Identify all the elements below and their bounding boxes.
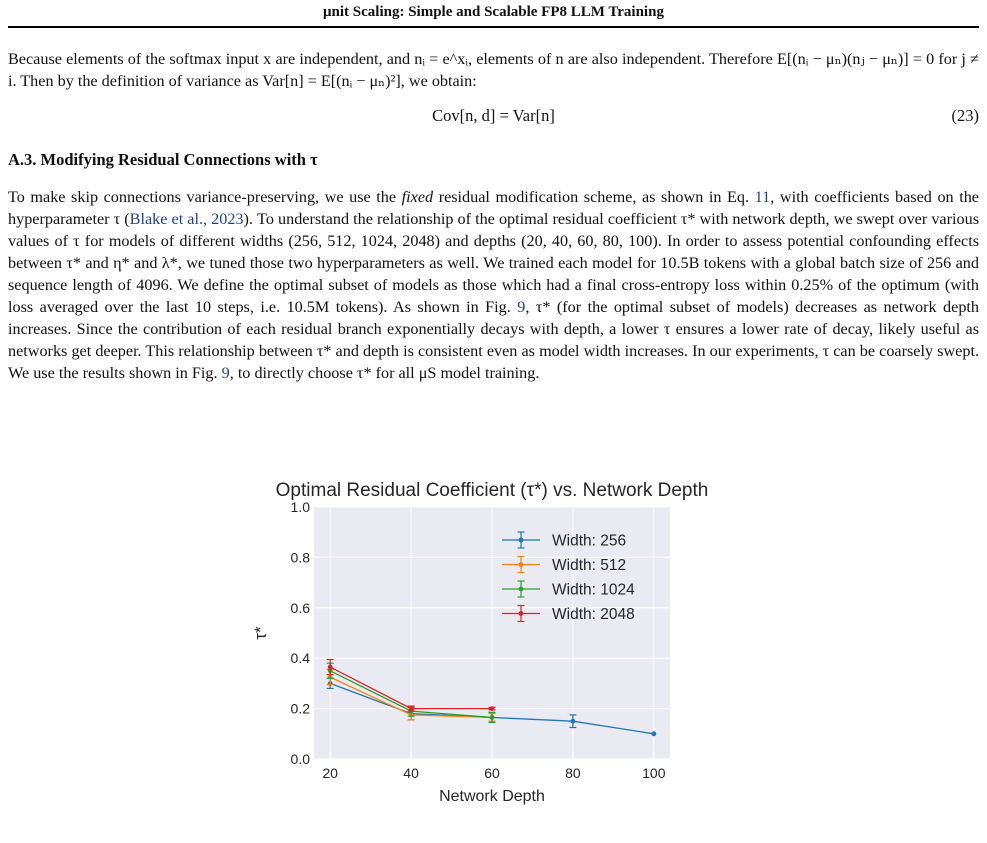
legend-marker (519, 611, 524, 616)
tau-vs-depth-chart (240, 470, 760, 810)
y-axis-label: τ* (251, 626, 270, 640)
x-tick-label: 40 (403, 765, 419, 781)
text-run: , to directly choose τ* for all μS model training. (229, 364, 540, 382)
data-point (490, 706, 495, 711)
data-point (409, 706, 414, 711)
text-run: , with coefficients based on the hyperparameter τ ( (8, 188, 979, 228)
section-heading: A.3. Modifying Residual Connections with τ (8, 150, 318, 169)
y-tick-label: 1.0 (290, 499, 310, 515)
chart-title: Optimal Residual Coefficient (τ*) vs. Network Depth (275, 480, 709, 501)
x-tick-label: 20 (322, 765, 338, 781)
x-axis-label: Network Depth (439, 788, 545, 805)
y-tick-label: 0.4 (290, 650, 310, 667)
legend-label: Width: 256 (552, 532, 627, 550)
equation-link[interactable]: 11 (754, 188, 771, 206)
legend-marker (519, 562, 524, 567)
text-run: ). To understand the relationship of the optimal residual coefficient τ* with network depth, we swept over various values of τ for models of different widths (256, 512, 1024, 2048) and depths (20, 40, 60, 80, 100). In order to assess potential confounding effects between τ* and η* and λ*, we tuned those two hyperparameters as well. We trained each model for 10.5B tokens with a global batch size of 256 and sequence length of 4096. We define the optimal subset of models as those which had a final cross-entropy loss within 0.25% of the optimum (with loss averaged over the last 10 steps, i.e. 10.5M tokens). As shown in Fig. (8, 210, 979, 316)
text-run: , τ* (for the optimal subset of models) decreases as network depth increases. Since the contribution of each residual branch exponentially decays with depth, a lower τ ensures a lower rate of decay, likely useful as networks get deeper. This relationship between τ* and depth is consistent even as model width increases. In our experiments, τ can be coarsely swept. We use the results shown in Fig. (8, 298, 980, 382)
equation-number: (23) (951, 106, 979, 125)
legend-marker (519, 587, 524, 592)
equation-23 (8, 106, 979, 130)
data-point (490, 715, 495, 720)
equation-body: Cov[n, d] = Var[n] (432, 106, 555, 125)
data-point (651, 731, 656, 736)
y-tick-label: 0.6 (290, 599, 310, 616)
x-tick-label: 60 (484, 765, 500, 781)
data-point (571, 719, 576, 724)
citation-link[interactable]: Blake et al., 2023 (129, 210, 244, 228)
legend-label: Width: 512 (552, 557, 627, 574)
emphasis-fixed: fixed (401, 188, 434, 206)
y-tick-label: 0.0 (290, 751, 310, 767)
data-point (328, 665, 333, 670)
figure-link[interactable]: 9 (221, 364, 230, 382)
running-title: μnit Scaling: Simple and Scalable FP8 LLM Training (8, 4, 979, 28)
paragraph-softmax-independence: Because elements of the softmax input x are independent, and nᵢ = e^xᵢ, elements of n are also independent. Therefore E[(nᵢ − μₙ)(nⱼ − μₙ)] = 0 for j ≠ i. Then by the definition of variance as Var[n] = E[(nᵢ − μₙ)²], we obtain: (8, 50, 979, 90)
legend-marker (519, 538, 524, 543)
figure-link[interactable]: 9 (517, 298, 526, 316)
legend-label: Width: 1024 (552, 581, 635, 599)
y-tick-label: 0.8 (290, 549, 310, 566)
paragraph-residual-connections (8, 186, 979, 384)
legend-label: Width: 2048 (552, 606, 635, 623)
x-tick-label: 80 (565, 765, 581, 781)
text-run: To make skip connections variance-preserving, we use the (8, 188, 402, 206)
text-run: residual modification scheme, as shown in Eq. (433, 188, 755, 206)
x-tick-label: 100 (642, 765, 666, 781)
y-tick-label: 0.2 (290, 700, 310, 717)
